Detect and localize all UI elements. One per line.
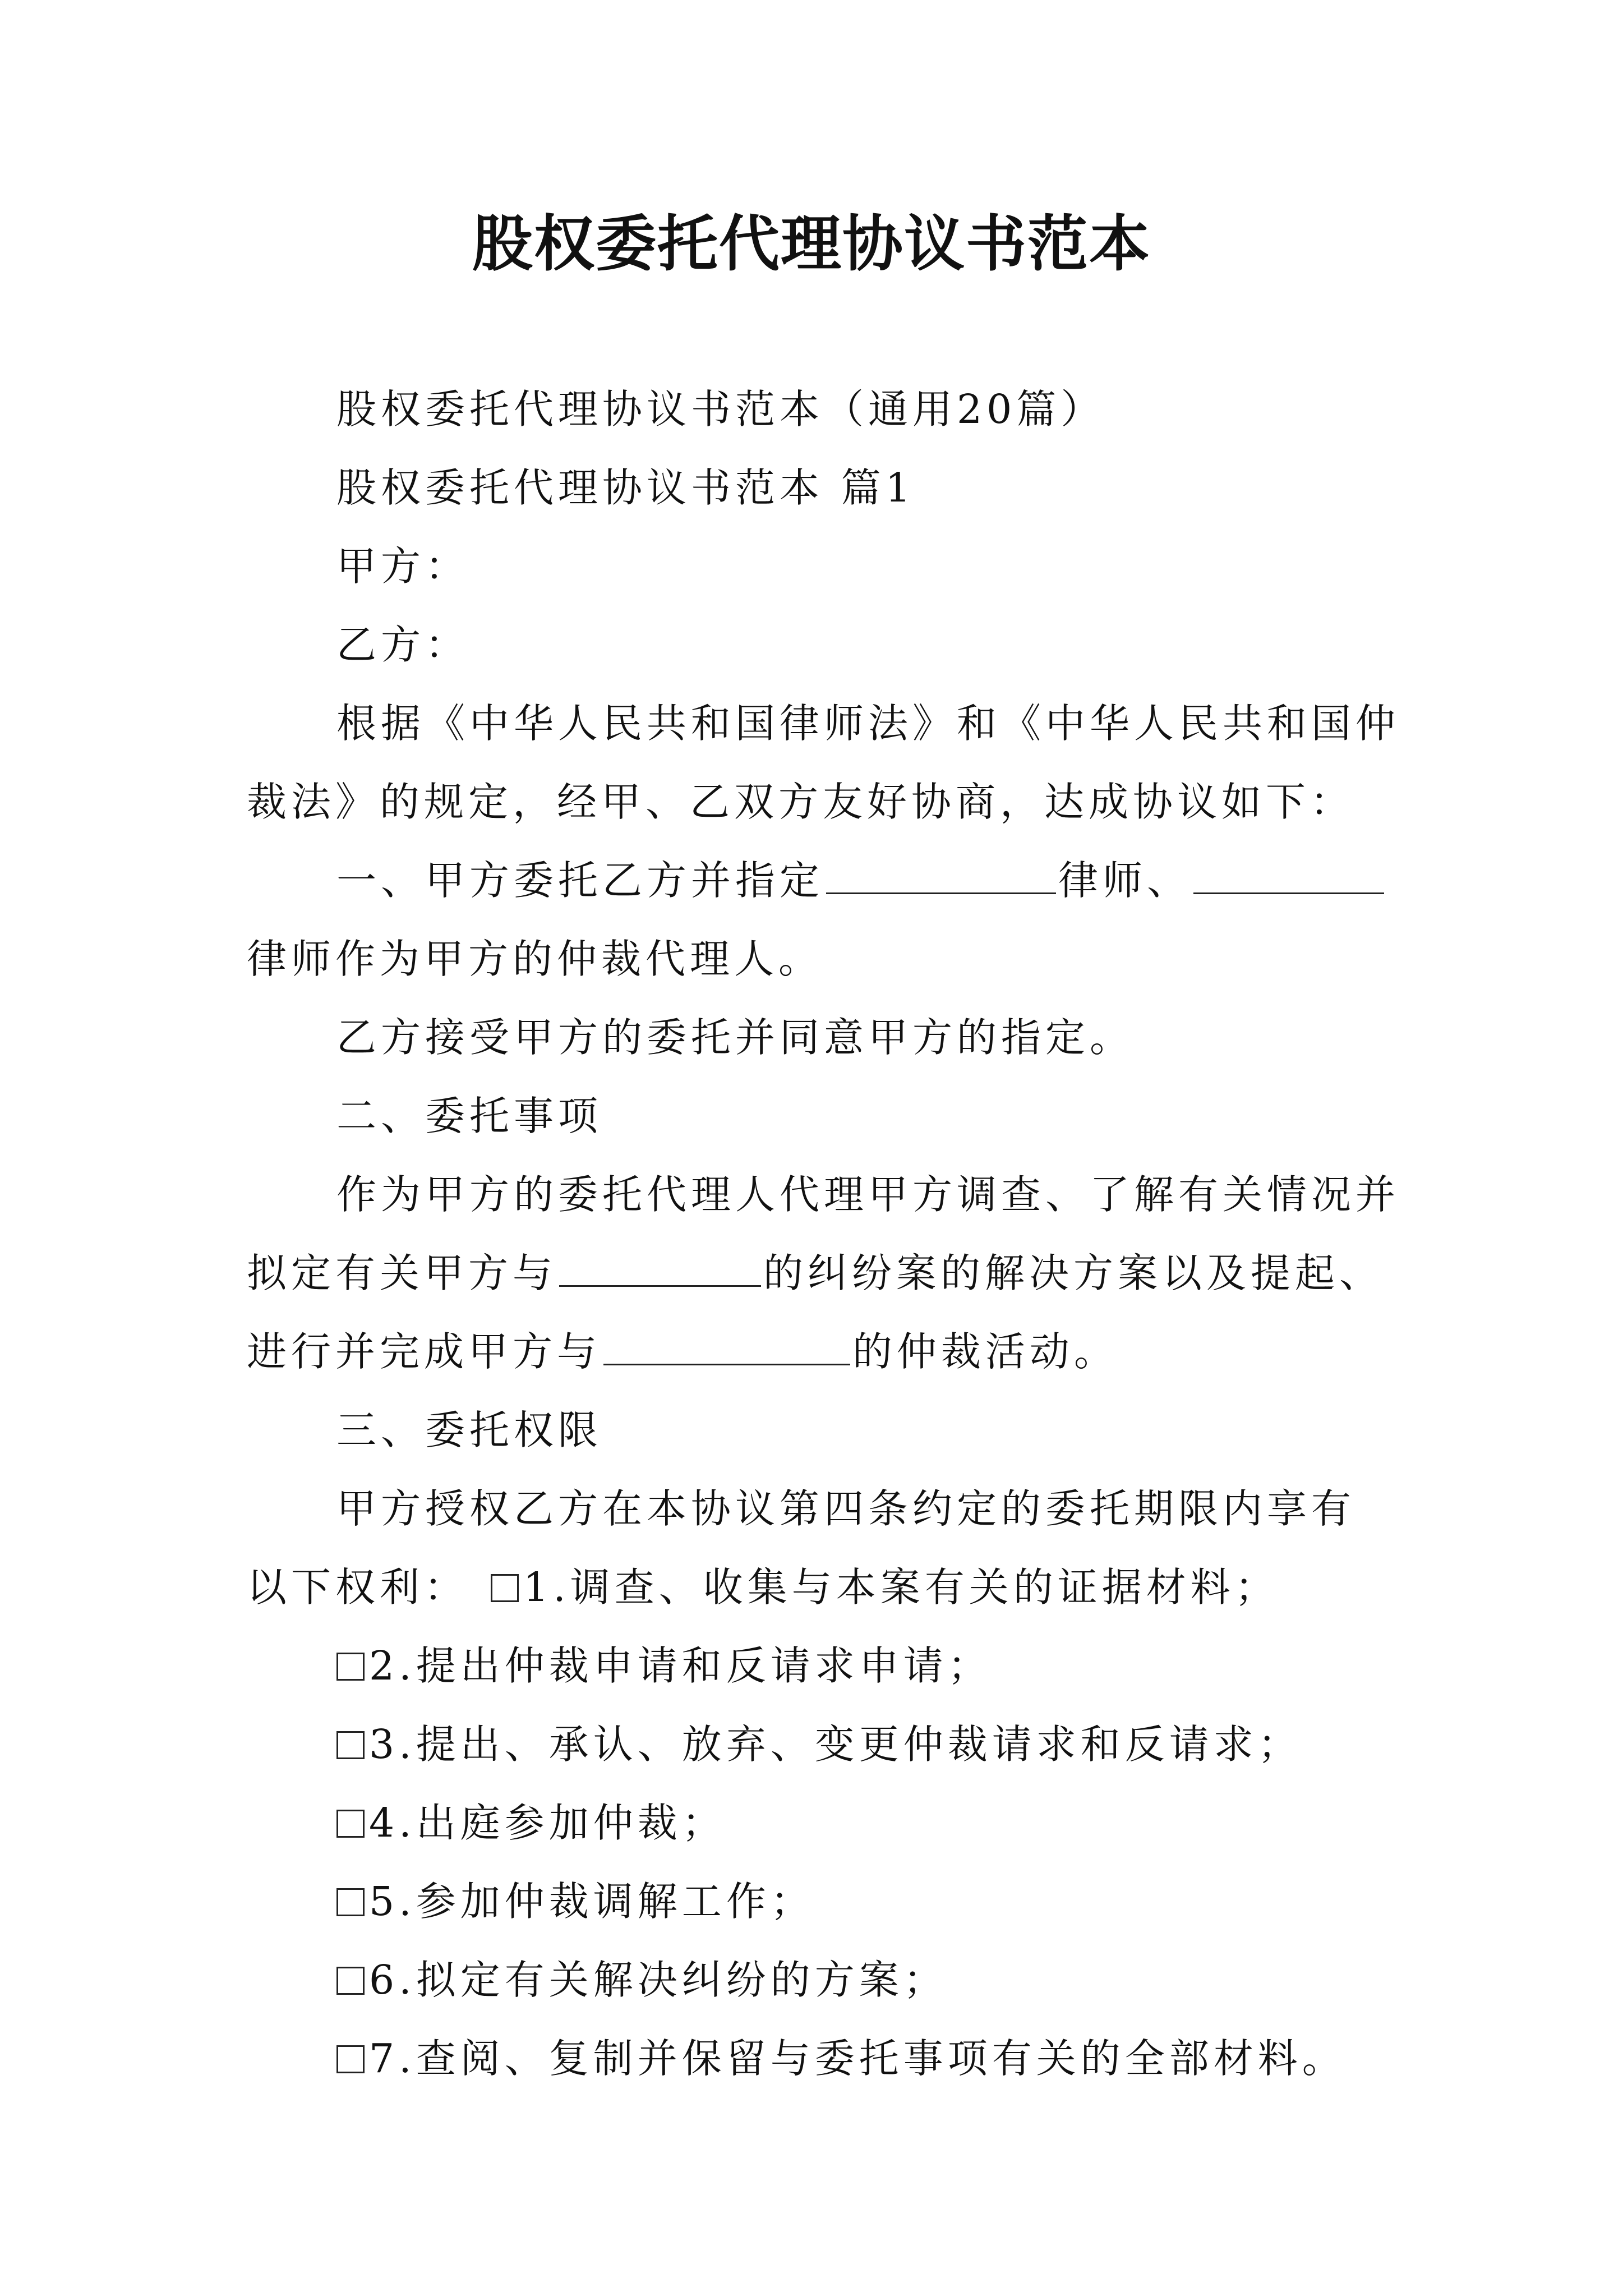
clause-2-line-3-text-b: 的仲裁活动。 <box>852 1328 1119 1375</box>
document-subtitle: 股权委托代理协议书范本（通用20篇） <box>336 386 1105 432</box>
basis-paragraph-line-1: 根据《中华人民共和国律师法》和《中华人民共和国仲 <box>336 700 1400 747</box>
right-2-item <box>336 1638 992 1694</box>
basis-paragraph-line-2: 裁法》的规定，经甲、乙双方友好协商，达成协议如下： <box>247 779 1355 825</box>
clause-2-line-3 <box>247 1324 1118 1380</box>
lawyer-name-blank-1 <box>826 859 1056 894</box>
clause-3-line-1: 甲方授权乙方在本协议第四条约定的委托期限内享有 <box>336 1485 1356 1532</box>
clause-2-line-2-text-b: 的纠纷案的解决方案以及提起、 <box>763 1250 1384 1296</box>
right-4-text: 4.出庭参加仲裁； <box>369 1800 726 1846</box>
clause-2-line-1: 作为甲方的委托代理人代理甲方调查、了解有关情况并 <box>336 1171 1400 1218</box>
clause-1-text-b: 律师、 <box>1058 857 1192 904</box>
section-heading: 股权委托代理协议书范本 篇1 <box>336 464 915 511</box>
clause-2-line-2-text-a: 拟定有关甲方与 <box>247 1250 557 1296</box>
clause-1-line-1 <box>336 853 1386 909</box>
right-6-item <box>336 1952 948 2008</box>
clause-1-line-2: 律师作为甲方的仲裁代理人。 <box>247 936 823 982</box>
document-title: 股权委托代理协议书范本 <box>472 209 1151 279</box>
right-7-item <box>336 2031 1347 2087</box>
right-6-text: 6.拟定有关解决纠纷的方案； <box>369 1957 948 2003</box>
clause-2-line-2 <box>247 1245 1384 1301</box>
arbitration-party-blank <box>603 1330 850 1365</box>
party-b-label: 乙方： <box>336 622 470 668</box>
clause-3-line-2-text: 以下权利： <box>247 1564 469 1611</box>
clause-1-acceptance: 乙方接受甲方的委托并同意甲方的指定。 <box>336 1014 1135 1061</box>
right-3-checkbox[interactable] <box>336 1731 365 1759</box>
clause-3-heading: 三、委托权限 <box>336 1407 603 1453</box>
right-2-checkbox[interactable] <box>336 1653 365 1681</box>
right-7-checkbox[interactable] <box>336 2045 365 2073</box>
right-4-item <box>336 1795 726 1851</box>
right-5-item <box>336 1874 815 1930</box>
right-4-checkbox[interactable] <box>336 1810 365 1838</box>
right-2-text: 2.提出仲裁申请和反请求申请； <box>369 1642 992 1689</box>
right-7-text: 7.查阅、复制并保留与委托事项有关的全部材料。 <box>369 2035 1347 2082</box>
right-1-checkbox[interactable] <box>491 1574 519 1602</box>
right-3-item <box>336 1717 1302 1773</box>
right-5-text: 5.参加仲裁调解工作； <box>369 1878 815 1925</box>
right-6-checkbox[interactable] <box>336 1967 365 1995</box>
right-1-text: 1.调查、收集与本案有关的证据材料； <box>523 1564 1279 1611</box>
clause-2-line-3-text-a: 进行并完成甲方与 <box>247 1328 602 1375</box>
clause-2-heading: 二、委托事项 <box>336 1093 603 1139</box>
clause-3-line-2 <box>247 1559 1279 1616</box>
right-5-checkbox[interactable] <box>336 1888 365 1916</box>
lawyer-name-blank-2 <box>1193 859 1384 894</box>
dispute-party-blank <box>559 1251 761 1287</box>
clause-1-text-a: 一、甲方委托乙方并指定 <box>336 857 824 904</box>
right-3-text: 3.提出、承认、放弃、变更仲裁请求和反请求； <box>369 1721 1302 1768</box>
party-a-label: 甲方： <box>336 543 470 590</box>
